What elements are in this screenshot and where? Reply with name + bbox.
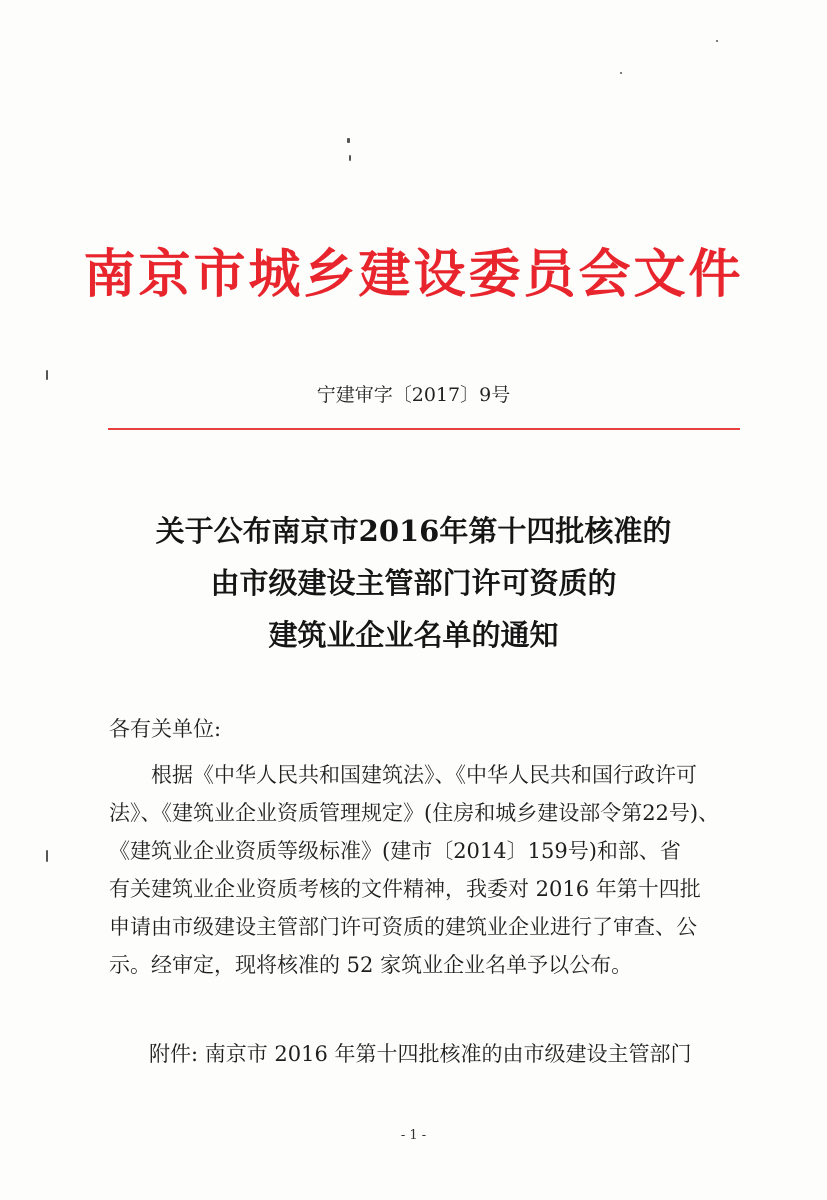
paragraph-line: 《建筑业企业资质等级标准》(建市〔2014〕159号)和部、省 bbox=[109, 839, 681, 863]
scan-speck bbox=[46, 370, 48, 380]
red-divider-line bbox=[108, 428, 740, 430]
paragraph-line: 申请由市级建设主管部门许可资质的建筑业企业进行了审查、公 bbox=[109, 915, 697, 939]
body-paragraph bbox=[109, 756, 741, 984]
salutation: 各有关单位: bbox=[109, 717, 222, 741]
notice-title bbox=[0, 505, 827, 661]
notice-title-line: 由市级建设主管部门许可资质的 bbox=[210, 566, 617, 600]
scan-speck bbox=[620, 72, 622, 74]
attachment-line: 附件: 南京市 2016 年第十四批核准的由市级建设主管部门 bbox=[149, 1042, 692, 1066]
notice-title-line: 关于公布南京市2016年第十四批核准的 bbox=[155, 514, 672, 548]
paragraph-line: 示。经审定，现将核准的 52 家筑业企业名单予以公布。 bbox=[109, 953, 633, 977]
page-number: - 1 - bbox=[400, 1128, 427, 1143]
scan-speck bbox=[349, 155, 351, 161]
notice-title-line: 建筑业企业名单的通知 bbox=[268, 618, 559, 652]
scan-speck bbox=[347, 138, 350, 143]
paragraph-line: 法》、《建筑业企业资质管理规定》(住房和城乡建设部令第22号)、 bbox=[109, 801, 720, 825]
paragraph-line: 有关建筑业企业资质考核的文件精神，我委对 2016 年第十四批 bbox=[109, 877, 701, 901]
paragraph-line: 根据《中华人民共和国建筑法》、《中华人民共和国行政许可 bbox=[151, 763, 697, 787]
scan-speck bbox=[716, 40, 718, 42]
issuing-authority-title: 南京市城乡建设委员会文件 bbox=[83, 244, 744, 305]
document-number: 宁建审字〔2017〕9号 bbox=[316, 384, 511, 406]
scan-speck bbox=[46, 850, 48, 862]
